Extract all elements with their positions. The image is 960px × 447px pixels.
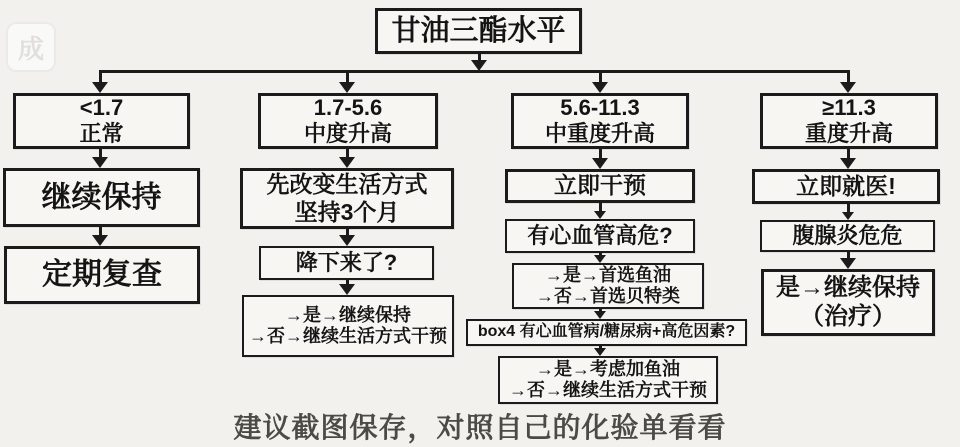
range-label: 中度升高	[303, 121, 392, 146]
node-yes-addoil-no-lifestyle	[498, 356, 718, 404]
connector-col2-arrow-3	[339, 280, 355, 295]
step-text: 立即就医!	[796, 172, 896, 199]
node-yes-fishoil-no-fibrate	[512, 263, 704, 309]
node-title	[375, 8, 582, 54]
connector-col4-arrow-3	[840, 252, 856, 269]
connector-col4-arrow-1	[840, 149, 856, 169]
step-line: →是→首选鱼油	[545, 264, 671, 285]
step-line: 坚持3个月	[294, 198, 400, 225]
range-value: 5.6-11.3	[560, 95, 640, 121]
node-range-normal	[13, 93, 190, 149]
connector-branch-line	[99, 70, 849, 73]
node-lowered-question	[259, 246, 434, 280]
connector-col3-arrow-4	[592, 309, 608, 319]
step-line: （治疗）	[800, 302, 896, 330]
step-line: →否→继续生活方式干预	[249, 326, 447, 346]
connector-branch2-arrow	[339, 72, 355, 93]
node-yes-keep-no-lifestyle	[242, 295, 454, 357]
range-label: 正常	[79, 121, 124, 146]
connector-title-down-arrow	[471, 54, 487, 71]
connector-col4-arrow-2	[840, 204, 856, 220]
corner-watermark	[6, 22, 56, 72]
node-range-moderate	[258, 93, 438, 149]
connector-branch1-arrow	[92, 72, 108, 93]
node-range-severe	[760, 93, 938, 149]
connector-col3-arrow-1	[592, 149, 608, 169]
step-text: 继续保持	[41, 180, 162, 214]
step-text: 降下来了?	[295, 250, 398, 276]
step-text: 立即干预	[554, 172, 646, 199]
connector-branch3-arrow	[592, 72, 608, 93]
range-value: <1.7	[79, 95, 124, 121]
node-immediate-intervention	[505, 169, 695, 203]
node-cvd-high-risk-question	[505, 219, 695, 253]
title-text: 甘油三酯水平	[391, 14, 566, 47]
node-regular-recheck	[4, 246, 200, 304]
range-label: 中重度升高	[544, 121, 655, 146]
step-line: 是→继续保持	[776, 274, 920, 302]
step-line: →是→继续保持	[285, 304, 411, 325]
watermark-glyph: 成	[17, 33, 44, 64]
node-range-moderate-severe	[511, 93, 689, 149]
connector-col2-arrow-1	[339, 149, 355, 168]
connector-col3-arrow-2	[592, 203, 608, 219]
range-label: 重度升高	[804, 121, 893, 146]
step-line: →是→考虑加鱼油	[536, 358, 680, 379]
connector-col1-arrow-1	[92, 149, 108, 168]
step-text: 腹腺炎危危	[792, 223, 903, 249]
node-keep-with-treatment	[761, 269, 935, 336]
connector-col1-arrow-2	[92, 227, 108, 246]
step-text: 有心血管高危?	[527, 223, 673, 249]
node-pancreatitis-danger	[760, 220, 935, 252]
step-line: 先改变生活方式	[266, 171, 428, 198]
range-value: ≥11.3	[822, 95, 876, 121]
connector-col2-arrow-2	[339, 229, 355, 246]
node-box4-comorbidity-question	[466, 319, 747, 346]
range-value: 1.7-5.6	[313, 95, 383, 121]
step-text: 定期复查	[42, 258, 162, 292]
node-seek-medical-care	[752, 169, 940, 204]
connector-col3-arrow-3	[592, 253, 608, 263]
connector-branch4-arrow	[840, 72, 856, 93]
connector-col3-arrow-5	[592, 346, 608, 356]
step-line: →否→首选贝特类	[536, 286, 680, 306]
bottom-caption: 建议截图保存，对照自己的化验单看看	[233, 412, 727, 443]
node-keep-maintaining	[3, 168, 200, 227]
step-line: →否→继续生活方式干预	[509, 380, 707, 400]
step-text: box4 有心血管病/糖尿病+高危因素?	[477, 323, 736, 341]
node-lifestyle-change-3months	[240, 168, 454, 229]
